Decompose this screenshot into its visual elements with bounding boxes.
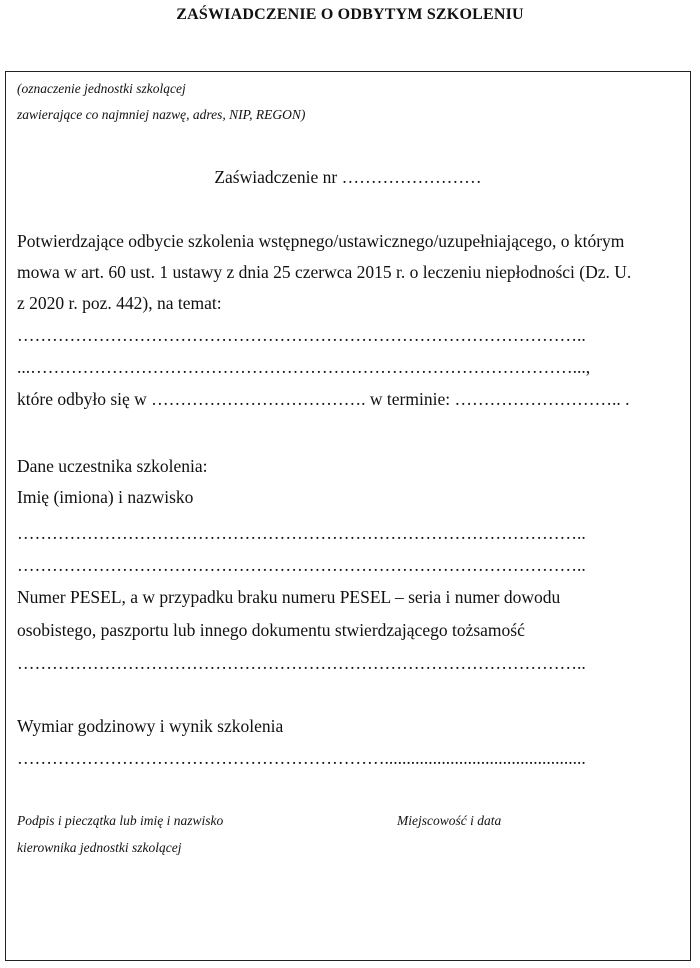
certificate-frame xyxy=(5,71,691,961)
document-title: ZAŚWIADCZENIE O ODBYTYM SZKOLENIU xyxy=(176,6,524,23)
body-line-2: mowa w art. 60 ust. 1 ustawy z dnia 25 czerwca 2015 r. o leczeniu niepłodności (Dz. U. xyxy=(17,262,632,282)
place-date-line: które odbyło się w ………………………………. w terminie: ……………………….. . xyxy=(17,389,630,409)
participant-heading: Dane uczestnika szkolenia: xyxy=(17,456,208,476)
pesel-fill-line: …………………………………………………………………………………….. xyxy=(17,653,586,673)
signature-label-line-1: Podpis i pieczątka lub imię i nazwisko xyxy=(17,813,224,828)
body-line-3: z 2020 r. poz. 442), na temat: xyxy=(17,293,222,313)
result-fill-line: ……………………………………………………….............................................. xyxy=(17,748,586,768)
topic-fill-line-2: ...…………………………………………………………………………………..., xyxy=(17,357,591,377)
place-date-label: Miejscowość i data xyxy=(397,813,502,828)
unit-note-line2: zawierające co najmniej nazwę, adres, NIP, REGON) xyxy=(17,107,306,122)
participant-name-fill-2: …………………………………………………………………………………….. xyxy=(17,555,586,575)
result-label: Wymiar godzinowy i wynik szkolenia xyxy=(17,716,284,736)
topic-fill-line-1: …………………………………………………………………………………….. xyxy=(17,325,586,345)
pesel-label-line-2: osobistego, paszportu lub innego dokumentu stwierdzającego tożsamość xyxy=(17,620,525,640)
pesel-label-line-1: Numer PESEL, a w przypadku braku numeru PESEL – seria i numer dowodu xyxy=(17,587,561,607)
unit-note-line1: (oznaczenie jednostki szkolącej xyxy=(17,81,186,96)
signature-label-line-2: kierownika jednostki szkolącej xyxy=(17,840,182,855)
certificate-number: Zaświadczenie nr …………………… xyxy=(214,167,482,187)
body-line-1: Potwierdzające odbycie szkolenia wstępnego/ustawicznego/uzupełniającego, o którym xyxy=(17,231,625,251)
participant-name-fill-1: …………………………………………………………………………………….. xyxy=(17,523,586,543)
participant-name-label: Imię (imiona) i nazwisko xyxy=(17,487,194,507)
